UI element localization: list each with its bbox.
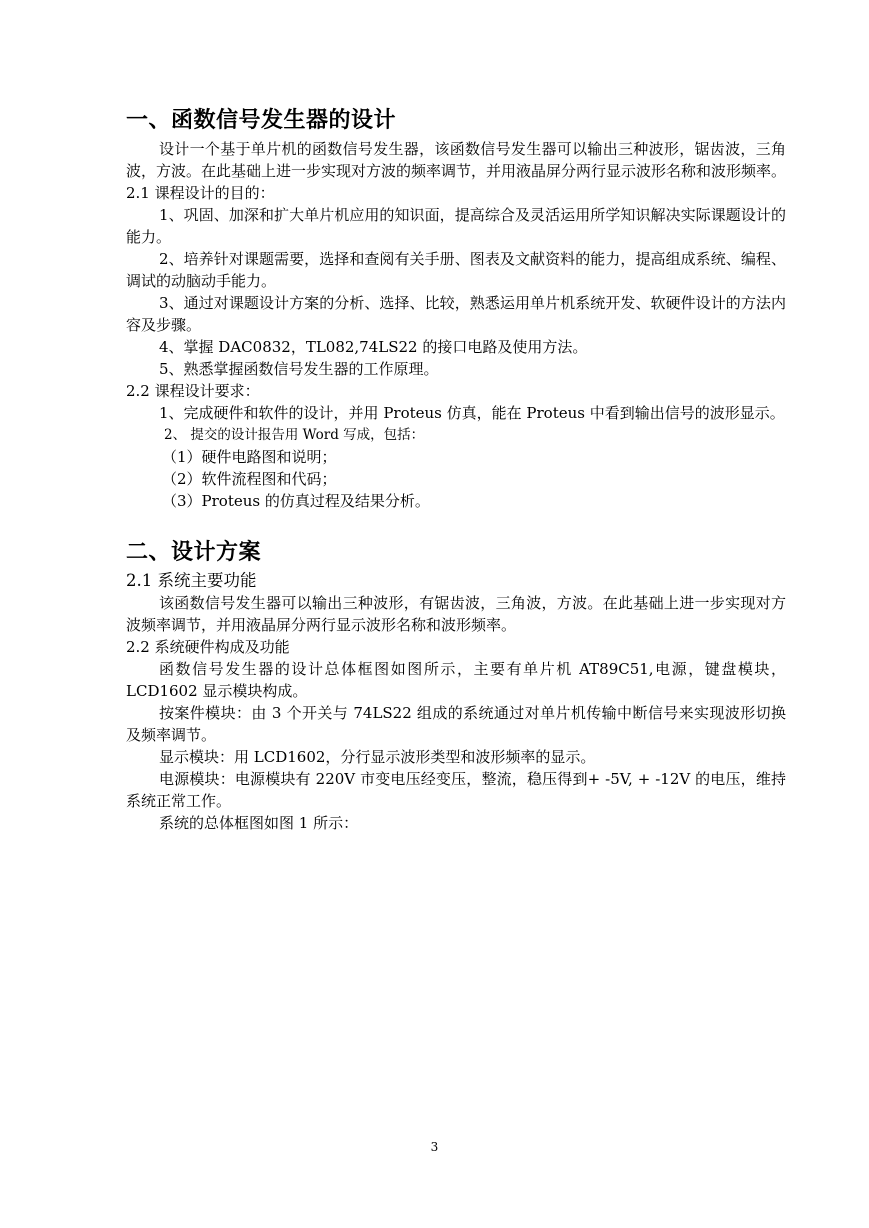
section-heading: 二、设计方案	[126, 540, 262, 565]
page-number: 3	[430, 1140, 439, 1154]
requirement-item: 2、 提交的设计报告用 Word 写成，包括：	[164, 427, 425, 443]
body-paragraph: 按案件模块：由 3 个开关与 74LS22 组成的系统通过对单片机传输中断信号来实现波形切换及频率调节。	[126, 704, 786, 744]
section-spacer	[126, 512, 786, 536]
goal-item: 3、通过对课题设计方案的分析、选择、比较，熟悉运用单片机系统开发、软硬件设计的方法内容及步骤。	[126, 294, 786, 334]
requirement-subitem: （1）硬件电路图和说明；	[162, 448, 337, 466]
requirement-item: 1、完成硬件和软件的设计，并用 Proteus 仿真，能在 Proteus 中看到输出信号的波形显示。	[159, 404, 785, 422]
subsection-title: 2.1 系统主要功能	[126, 571, 257, 590]
body-paragraph: 系统的总体框图如图 1 所示：	[159, 814, 359, 832]
goal-item: 5、熟悉掌握函数信号发生器的工作原理。	[159, 360, 439, 378]
subsection-title: 2.2 课程设计要求：	[126, 382, 260, 400]
body-paragraph: 电源模块：电源模块有 220V 市变电压经变压，整流，稳压得到+ -5V, + -12V 的电压，维持系统正常工作。	[126, 770, 786, 810]
goal-item: 4、掌握 DAC0832，TL082,74LS22 的接口电路及使用方法。	[159, 338, 588, 356]
goal-item: 2、培养针对课题需要，选择和查阅有关手册、图表及文献资料的能力，提高组成系统、编程、调试的动脑动手能力。	[126, 250, 786, 290]
intro-paragraph: 设计一个基于单片机的函数信号发生器，该函数信号发生器可以输出三种波形，锯齿波，三角波，方波。在此基础上进一步实现对方波的频率调节，并用液晶屏分两行显示波形名称和波形频率。	[126, 140, 787, 180]
requirement-subitem: （3）Proteus 的仿真过程及结果分析。	[162, 492, 430, 510]
body-paragraph: 函数信号发生器的设计总体框图如图所示，主要有单片机 AT89C51,电源，键盘模块，LCD1602 显示模块构成。	[126, 660, 786, 700]
subsection-title: 2.1 课程设计的目的：	[126, 184, 275, 202]
goal-item: 1、巩固、加深和扩大单片机应用的知识面，提高综合及灵活运用所学知识解决实际课题设计的能力。	[126, 206, 786, 246]
body-paragraph: 显示模块：用 LCD1602，分行显示波形类型和波形频率的显示。	[159, 748, 596, 766]
section-heading: 一、函数信号发生器的设计	[126, 108, 397, 133]
subsection-title: 2.2 系统硬件构成及功能	[126, 638, 290, 656]
requirement-subitem: （2）软件流程图和代码；	[162, 470, 337, 488]
body-paragraph: 该函数信号发生器可以输出三种波形，有锯齿波，三角波，方波。在此基础上进一步实现对方波频率调节，并用液晶屏分两行显示波形名称和波形频率。	[126, 594, 786, 634]
document-page	[126, 104, 786, 834]
